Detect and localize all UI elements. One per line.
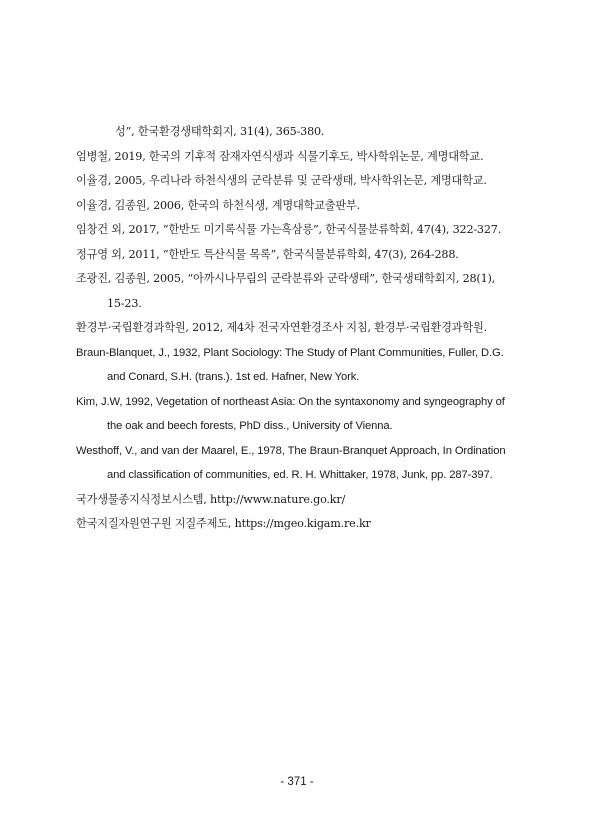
reference-continuation: and Conard, S.H. (trans.). 1st ed. Hafner, New York. <box>107 371 360 383</box>
reference-line: 임창건 외, 2017, “한반도 미기록식물 가는흑삼릉”, 한국식물분류학회, 47(4), 322-327. <box>76 223 502 236</box>
reference-line: 한국지질자원연구원 지질주제도, https://mgeo.kigam.re.kr <box>76 517 371 530</box>
reference-item <box>76 512 528 537</box>
reference-line: 엄병철, 2019, 한국의 기후적 잠재자연식생과 식물기후도, 박사학위논문, 계명대학교. <box>76 149 484 163</box>
reference-line: 환경부·국립환경과학원, 2012, 제4차 전국자연환경조사 지침, 환경부·국립환경과학원. <box>76 321 487 334</box>
reference-line: 이율경, 김종원, 2006, 한국의 하천식생, 계명대학교출판부. <box>76 198 360 212</box>
reference-continuation: and classification of communities, ed. R. H. Whittaker, 1978, Junk, pp. 287-397. <box>107 469 493 481</box>
page-number: - 371 - <box>280 776 314 788</box>
reference-list <box>76 120 528 537</box>
reference-line: Braun-Blanquet, J., 1932, Plant Sociology: The Study of Plant Communities, Fuller, D.G. <box>76 346 504 359</box>
reference-item <box>76 267 528 316</box>
reference-continuation: 15-23. <box>107 296 142 310</box>
reference-item <box>76 439 528 488</box>
reference-item <box>76 316 528 341</box>
reference-line: 이율경, 2005, 우리나라 하천식생의 군락분류 및 군락생태, 박사학위논문, 계명대학교. <box>76 174 487 187</box>
reference-item <box>76 390 528 439</box>
reference-item <box>76 341 528 390</box>
reference-continuation: the oak and beech forests, PhD diss., University of Vienna. <box>107 420 393 432</box>
reference-line: 조광진, 김종원, 2005, “아까시나무림의 군락분류와 군락생태”, 한국생태학회지, 28(1), <box>76 272 496 285</box>
reference-item <box>76 488 528 513</box>
reference-line: 국가생물종지식정보시스템, http://www.nature.go.kr/ <box>76 492 346 506</box>
reference-item <box>76 243 528 268</box>
reference-line: 정규영 외, 2011, “한반도 특산식물 목록”, 한국식물분류학회, 47(3), 264-288. <box>76 247 459 261</box>
reference-line: Kim, J.W, 1992, Vegetation of northeast Asia: On the syntaxonomy and syngeography of <box>76 395 505 408</box>
reference-item <box>76 120 528 145</box>
reference-item <box>76 145 528 170</box>
reference-line: 성”, 한국환경생태학회지, 31(4), 365-380. <box>115 125 325 138</box>
reference-item <box>76 169 528 194</box>
reference-line: Westhoff, V., and van der Maarel, E., 1978, The Braun-Branquet Approach, In Ordination <box>76 444 506 457</box>
reference-item <box>76 218 528 243</box>
reference-item <box>76 194 528 219</box>
